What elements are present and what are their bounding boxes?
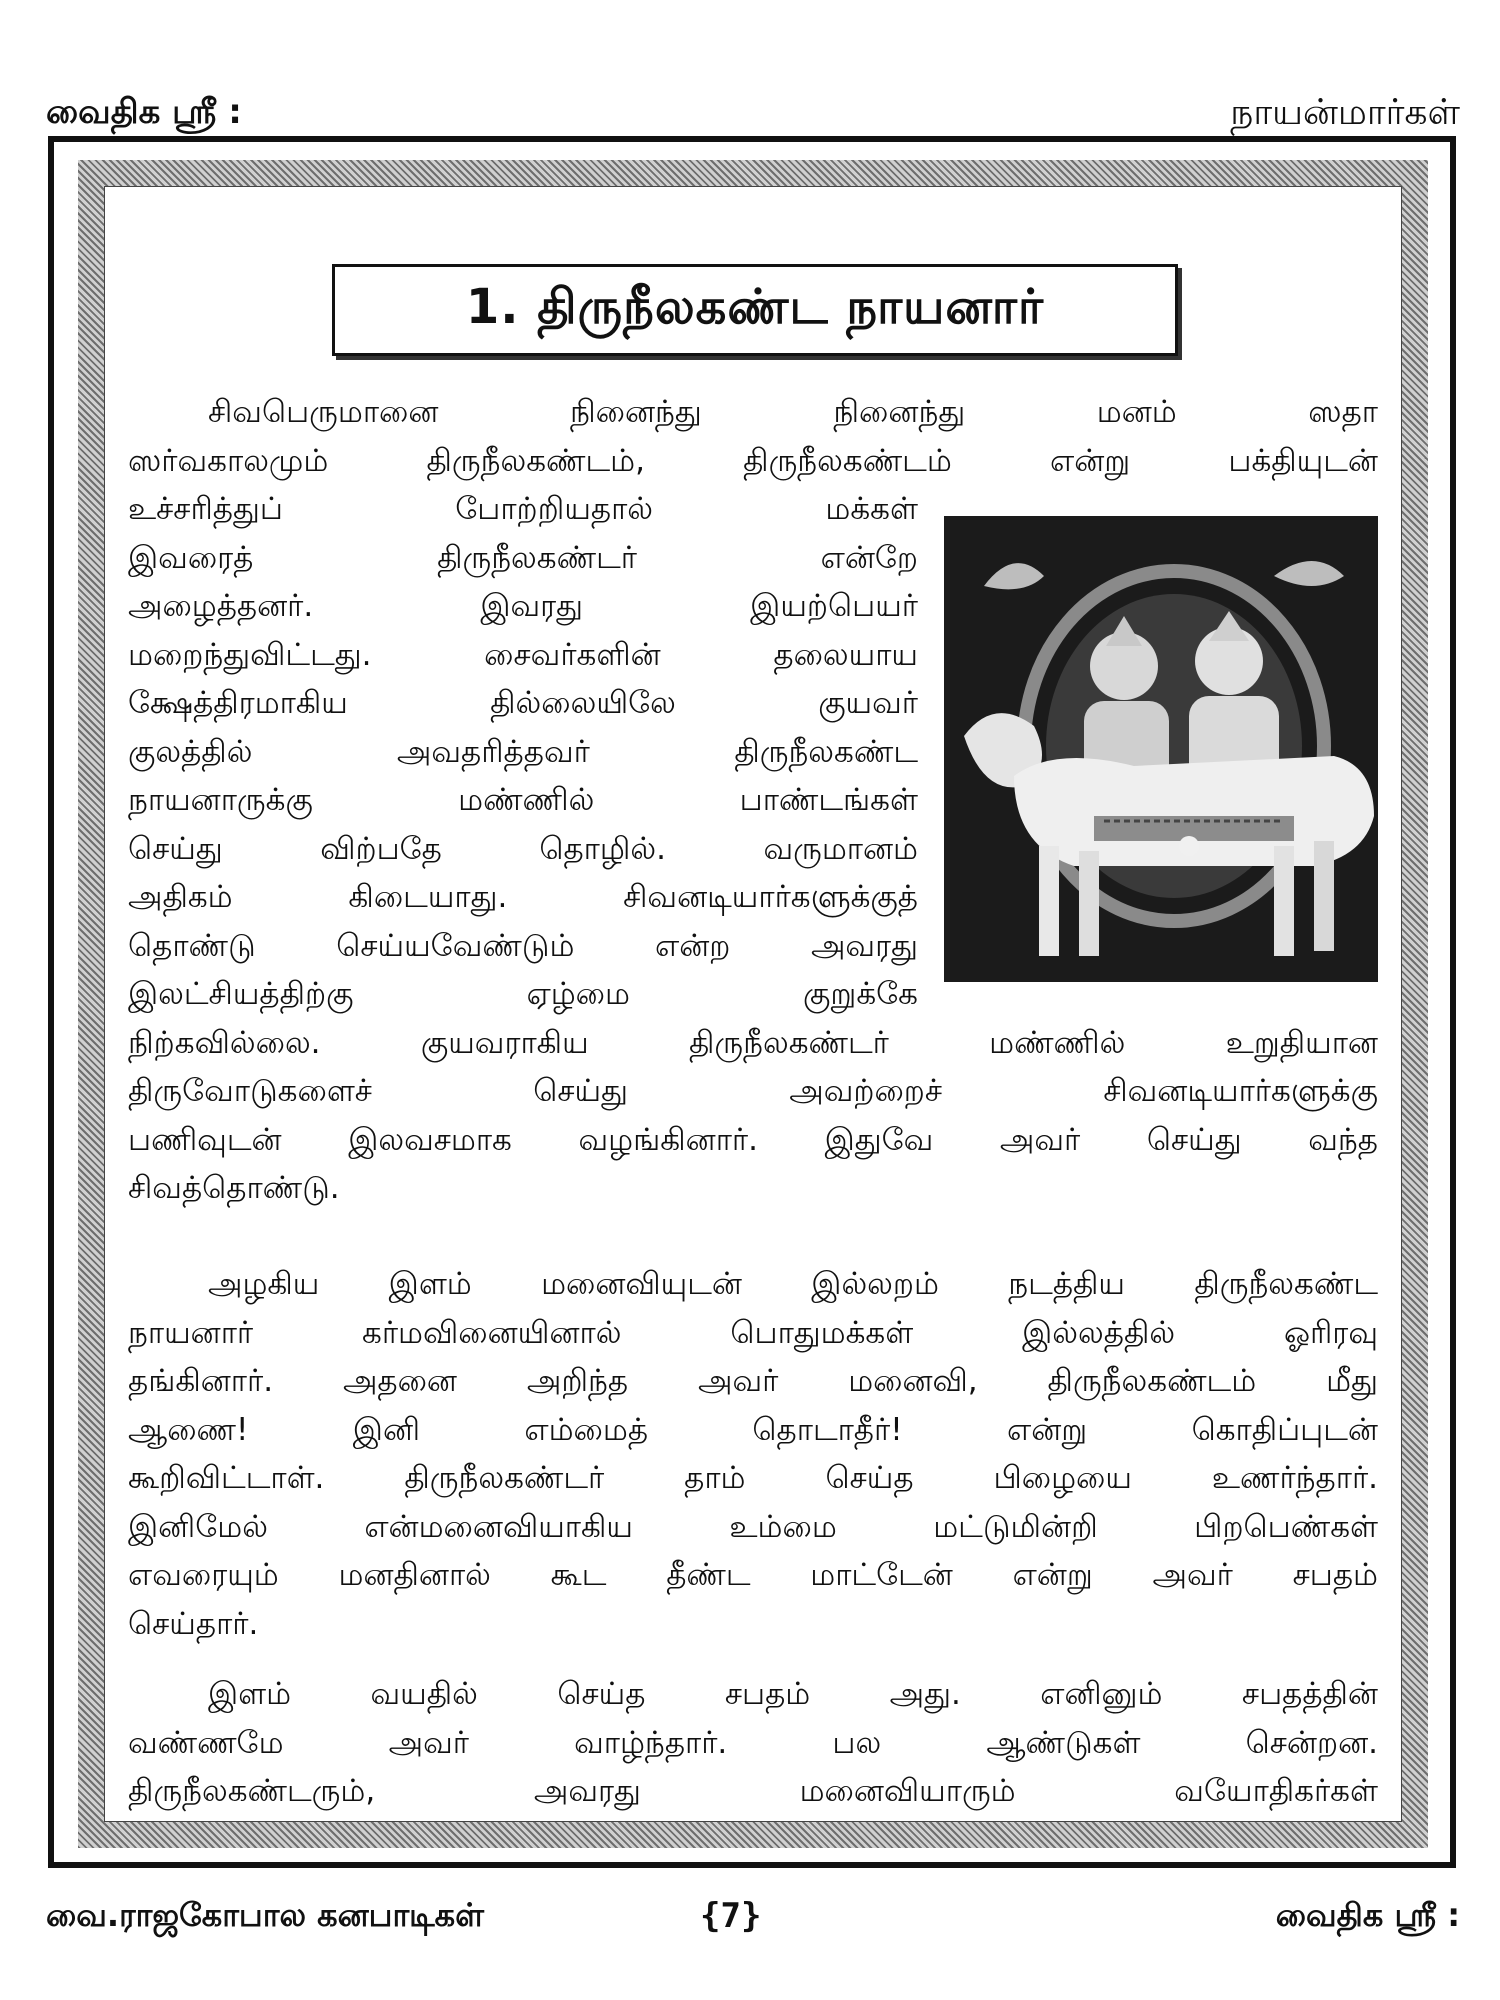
header-right-title: நாயன்மார்கள் <box>1230 92 1460 133</box>
paragraph-line: செய்தார். <box>128 1605 259 1642</box>
paragraph-3 <box>128 1670 1378 1816</box>
paragraph-line: எவரையும் மனதினால் கூட தீண்ட மாட்டேன் என்று அவர் சபதம் <box>128 1557 1378 1593</box>
paragraph-line: தங்கினார். அதனை அறிந்த அவர் மனைவி, திருநீலகண்டம் மீது <box>128 1363 1378 1399</box>
paragraph-line: ஆணை! இனி எம்மைத் தொடாதீர்! என்று கொதிப்புடன் <box>128 1411 1378 1448</box>
paragraph-line: நாயனார் கர்மவினையினால் பொதுமக்கள் இல்லத்தில் ஓரிரவு <box>128 1314 1378 1351</box>
paragraph-line: சிவத்தொண்டு. <box>128 1170 340 1206</box>
paragraph-line: நாயனாருக்கு மண்ணில் பாண்டங்கள் <box>128 782 918 818</box>
paragraph-line: பணிவுடன் இலவசமாக வழங்கினார். இதுவே அவர் செய்து வந்த <box>128 1121 1378 1158</box>
paragraph-line: இலட்சியத்திற்கு ஏழ்மை குறுக்கே <box>128 976 918 1012</box>
paragraph-line: க்ஷேத்திரமாகிய தில்லையிலே குயவர் <box>128 685 918 721</box>
paragraph-line: திருவோடுகளைச் செய்து அவற்றைச் சிவனடியார்களுக்கு <box>128 1073 1378 1109</box>
page-number: {7} <box>700 1896 762 1936</box>
footer-author: வை.ராஜகோபால கனபாடிகள் <box>46 1896 484 1934</box>
paragraph-line: இனிமேல் என்மனைவியாகிய உம்மை மட்டுமின்றி பிறபெண்கள் <box>128 1508 1378 1545</box>
paragraph-line: வண்ணமே அவர் வாழ்ந்தார். பல ஆண்டுகள் சென்றன. <box>128 1724 1378 1761</box>
paragraph-1 <box>128 388 1378 1213</box>
paragraph-line: திருநீலகண்டரும், அவரது மனைவியாரும் வயோதிகர்கள் <box>128 1773 1378 1809</box>
paragraph-line: செய்து விற்பதே தொழில். வருமானம் <box>128 830 918 867</box>
paragraph-2 <box>128 1260 1378 1648</box>
paragraph-line: தொண்டு செய்யவேண்டும் என்ற அவரது <box>128 927 918 964</box>
paragraph-line: கூறிவிட்டாள். திருநீலகண்டர் தாம் செய்த பிழையை உணர்ந்தார். <box>128 1460 1378 1496</box>
header-left-title: வைதிக ஸ்ரீ : <box>46 92 242 132</box>
paragraph-line: இளம் வயதில் செய்த சபதம் அது. எனினும் சபதத்தின் <box>208 1676 1378 1712</box>
paragraph-line: குலத்தில் அவதரித்தவர் திருநீலகண்ட <box>128 733 918 770</box>
paragraph-line: ஸர்வகாலமும் திருநீலகண்டம், திருநீலகண்டம் என்று பக்தியுடன் <box>128 442 1378 479</box>
chapter-title-box <box>332 264 1178 356</box>
chapter-title: 1. திருநீலகண்ட நாயனார் <box>465 279 1045 335</box>
paragraph-line: அழைத்தனர். இவரது இயற்பெயர் <box>128 588 918 624</box>
footer-journal: வைதிக ஸ்ரீ : <box>1275 1896 1460 1934</box>
paragraph-line: மறைந்துவிட்டது. சைவர்களின் தலையாய <box>128 636 918 673</box>
paragraph-line: உச்சரித்துப் போற்றியதால் மக்கள் <box>128 491 918 527</box>
paragraph-line: இவரைத் திருநீலகண்டர் என்றே <box>128 539 918 576</box>
paragraph-line: அதிகம் கிடையாது. சிவனடியார்களுக்குத் <box>128 879 918 915</box>
paragraph-line: அழகிய இளம் மனைவியுடன் இல்லறம் நடத்திய திருநீலகண்ட <box>208 1266 1378 1302</box>
paragraph-line: நிற்கவில்லை. குயவராகிய திருநீலகண்டர் மண்ணில் உறுதியான <box>128 1024 1378 1061</box>
paragraph-line: சிவபெருமானை நினைந்து நினைந்து மனம் ஸதா <box>208 394 1378 430</box>
